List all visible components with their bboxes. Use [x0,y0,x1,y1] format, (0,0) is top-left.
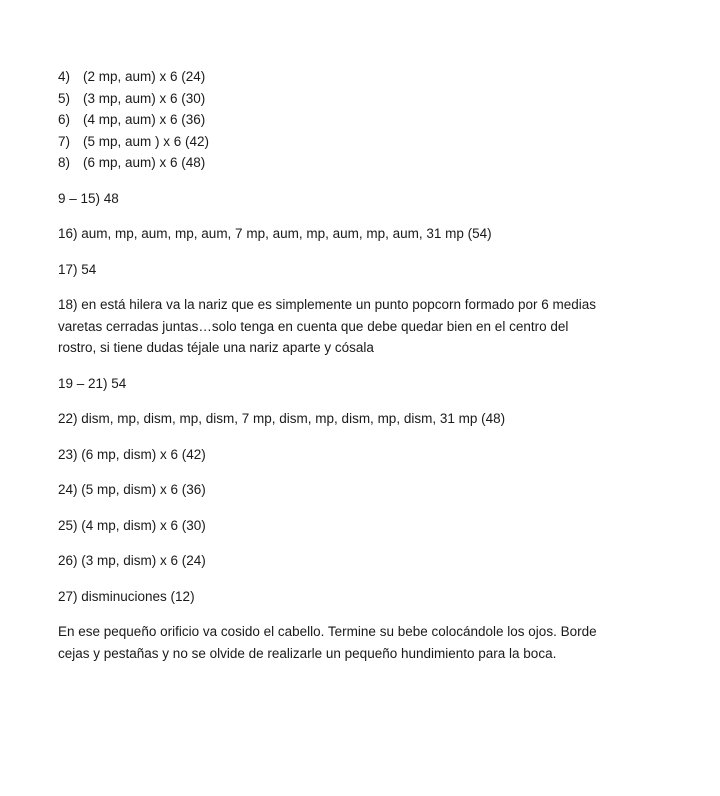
round-18-line-1: 18) en está hilera va la nariz que es simplemente un punto popcorn formado por 6 medias [58,297,597,312]
round-18-paragraph [58,294,658,359]
round-18-line-2: varetas cerradas juntas…solo tenga en cuenta que debe quedar bien en el centro del [58,318,569,334]
list-item [58,152,658,174]
list-item [58,109,658,131]
round-27: 27) disminuciones (12) [58,588,195,604]
list-text: (6 mp, aum) x 6 (48) [83,155,206,170]
round-23: 23) (6 mp, dism) x 6 (42) [58,446,206,462]
round-24: 24) (5 mp, dism) x 6 (36) [58,482,206,497]
round-25: 25) (4 mp, dism) x 6 (30) [58,517,206,533]
round-list-4-8 [58,66,658,174]
list-item [58,131,658,153]
round-17: 17) 54 [58,261,97,277]
round-22: 22) dism, mp, dism, mp, dism, 7 mp, dism, mp, dism, mp, dism, 31 mp (48) [58,411,506,426]
list-number: 6) [58,112,71,127]
final-line-2: cejas y pestañas y no se olvide de realizarle un pequeño hundimiento para la boca. [58,645,557,661]
list-number: 5) [58,90,71,106]
list-text: (4 mp, aum) x 6 (36) [83,112,206,127]
final-paragraph [58,621,658,664]
list-item [58,88,658,110]
list-number: 4) [58,69,71,84]
round-9-15: 9 – 15) 48 [58,190,119,206]
round-26: 26) (3 mp, dism) x 6 (24) [58,553,206,568]
list-text: (5 mp, aum ) x 6 (42) [83,133,210,149]
list-text: (3 mp, aum) x 6 (30) [83,90,206,106]
final-line-1: En ese pequeño orificio va cosido el cabello. Termine su bebe colocándole los ojos. Borde [58,624,597,639]
round-16: 16) aum, mp, aum, mp, aum, 7 mp, aum, mp, aum, mp, aum, 31 mp (54) [58,226,492,241]
document-page [58,66,658,664]
round-18-line-3: rostro, si tiene dudas téjale una nariz aparte y cósala [58,340,374,355]
list-number: 7) [58,133,71,149]
list-text: (2 mp, aum) x 6 (24) [83,69,206,84]
list-item [58,66,658,88]
list-number: 8) [58,155,71,170]
round-19-21: 19 – 21) 54 [58,375,127,391]
